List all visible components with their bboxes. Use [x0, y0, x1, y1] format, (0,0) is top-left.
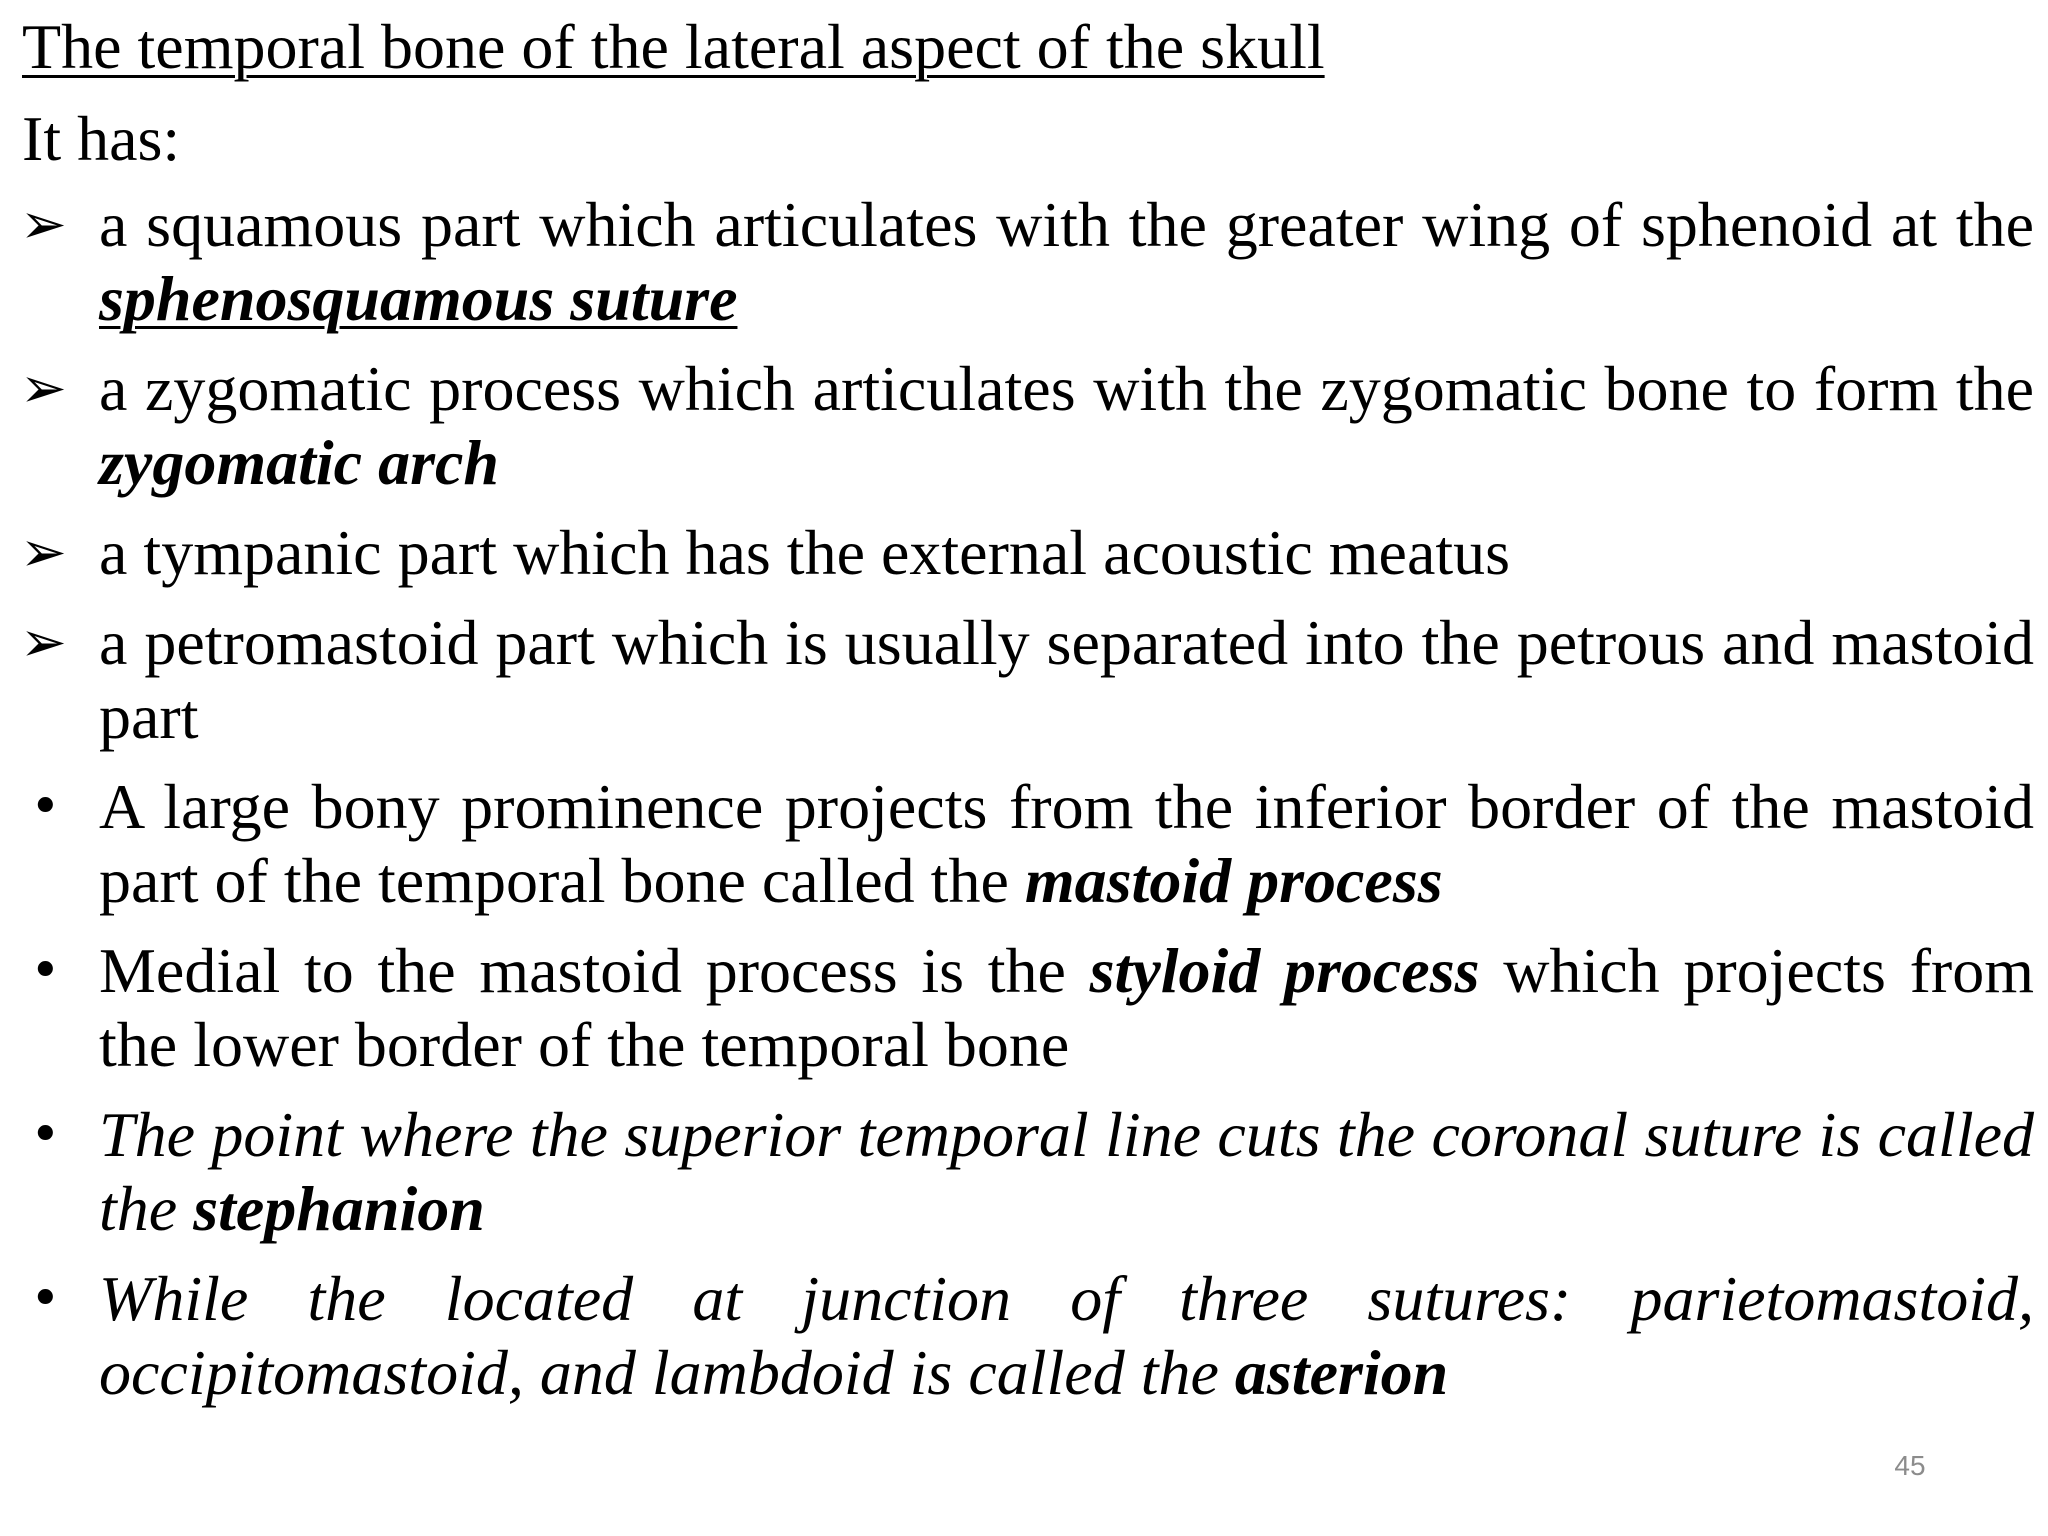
term-styloid-process: styloid process: [1089, 935, 1480, 1006]
term-mastoid-process: mastoid process: [1024, 845, 1443, 916]
term-stephanion: stephanion: [193, 1173, 485, 1244]
term-sphenosquamous-suture: sphenosquamous suture: [99, 263, 738, 334]
list-item: [22, 606, 2034, 754]
list-item: [22, 352, 2034, 500]
item-text: Medial to the mastoid process is the: [99, 935, 1090, 1006]
item-text: While the located at junction of three sutures: parietomastoid, occipitomastoid, and lambdoid is called the: [99, 1263, 2034, 1408]
list-item: [22, 934, 2034, 1082]
intro-text: It has:: [22, 103, 181, 174]
list-item: [22, 770, 2034, 918]
list-item: [22, 516, 2034, 590]
arrow-bullet-icon: ➢: [20, 610, 67, 675]
content-list: [22, 188, 2034, 1426]
list-item: [22, 1098, 2034, 1246]
list-item: [22, 1262, 2034, 1410]
item-text: a squamous part which articulates with the greater wing of sphenoid at the: [99, 189, 2034, 260]
arrow-bullet-icon: ➢: [20, 192, 67, 257]
dot-bullet-icon: •: [30, 777, 61, 837]
page-number: 45: [1894, 1450, 1926, 1481]
item-text: a tympanic part which has the external acoustic meatus: [99, 517, 1511, 588]
item-text: a zygomatic process which articulates with the zygomatic bone to form the: [99, 353, 2034, 424]
dot-bullet-icon: •: [30, 1105, 61, 1165]
item-text: The point where the superior temporal line cuts the coronal suture is called the: [99, 1099, 2034, 1244]
slide-title: The temporal bone of the lateral aspect of the skull: [22, 11, 1325, 82]
item-text-after: which projects from the lower border of the temporal bone: [99, 935, 2035, 1080]
arrow-bullet-icon: ➢: [20, 520, 67, 585]
item-text: A large bony prominence projects from the inferior border of the mastoid part of the temporal bone called the: [99, 771, 2034, 916]
arrow-bullet-icon: ➢: [20, 356, 67, 421]
list-item: [22, 188, 2034, 336]
term-zygomatic-arch: zygomatic arch: [99, 427, 499, 498]
item-text: a petromastoid part which is usually separated into the petrous and mastoid part: [99, 607, 2034, 752]
dot-bullet-icon: •: [30, 941, 61, 1001]
dot-bullet-icon: •: [30, 1269, 61, 1329]
term-asterion: asterion: [1234, 1337, 1449, 1408]
